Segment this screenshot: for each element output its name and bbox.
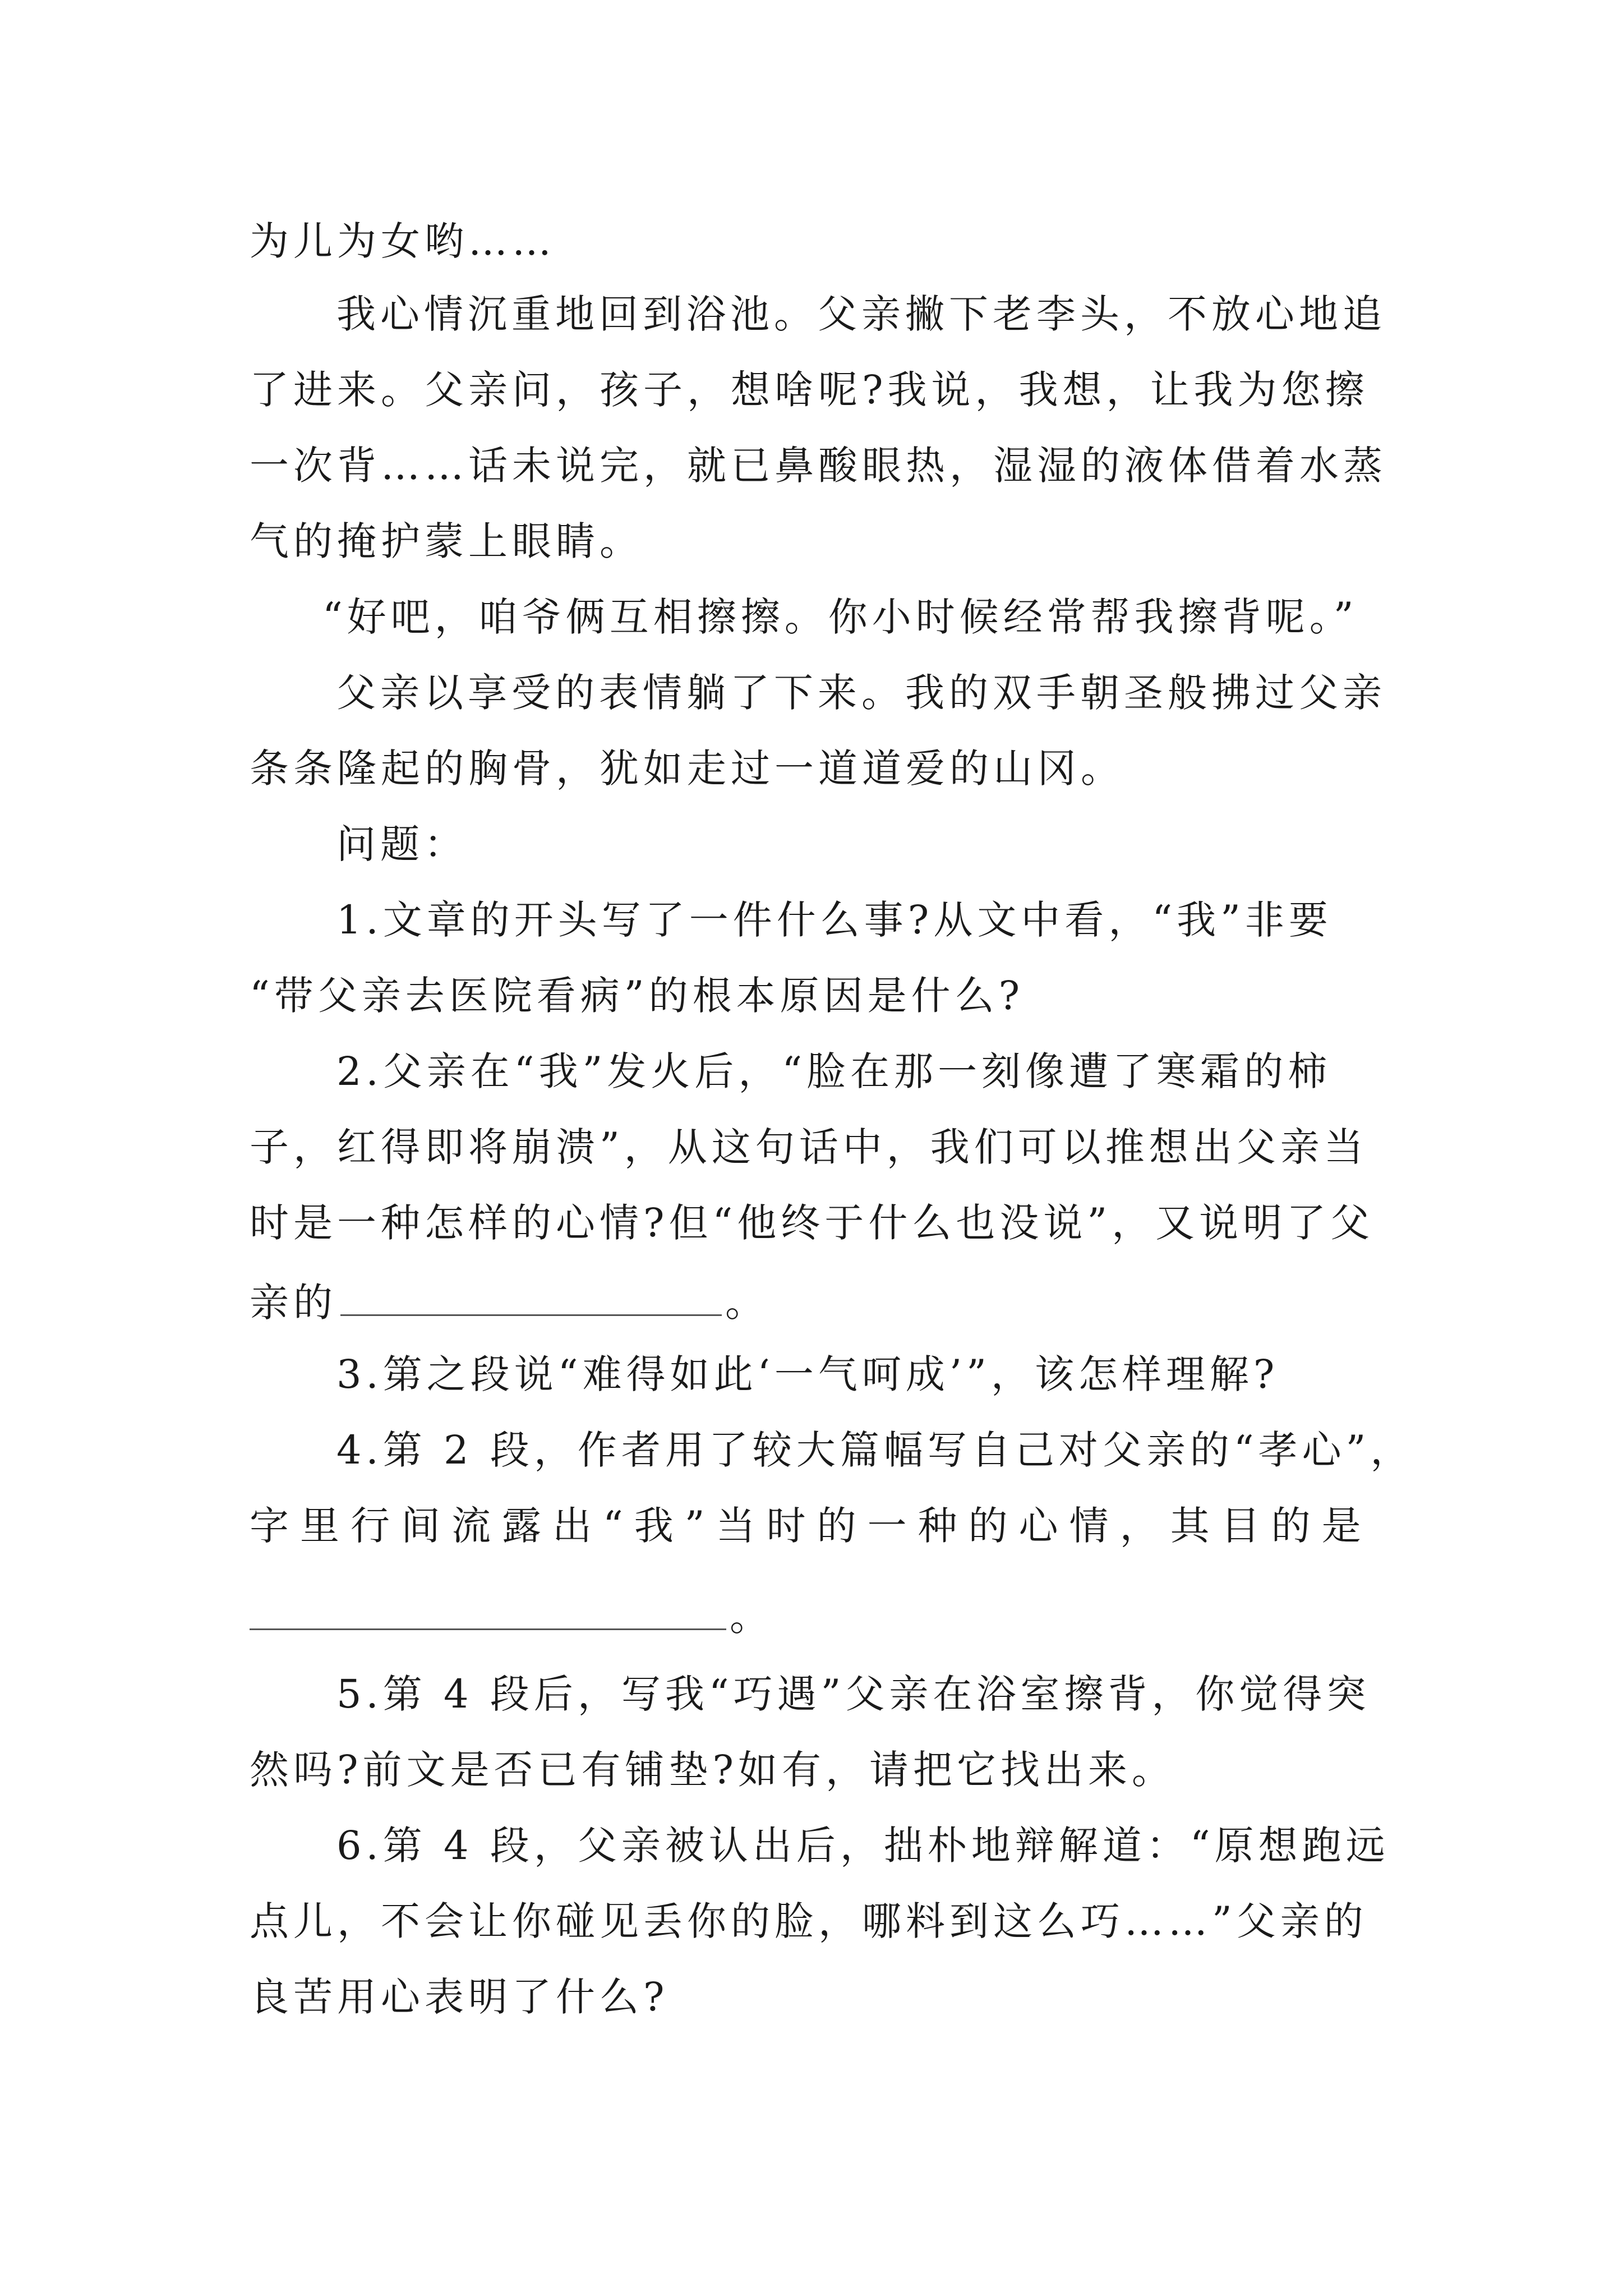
question-line: 良苦用心表明了什么? <box>250 1974 669 2020</box>
question-text: 。 <box>725 1280 769 1326</box>
question-line: 2.父亲在“我”发火后，“脸在那一刻像遭了寒霜的柿 <box>336 1048 1332 1094</box>
question-line: 4.第 2 段，作者用了较大篇幅写自己对父亲的“孝心”， <box>336 1427 1414 1473</box>
answer-blank[interactable] <box>340 1279 722 1316</box>
question-line: 时是一种怎样的心情?但“他终于什么也没说”，又说明了父 <box>250 1200 1375 1246</box>
question-text: 。 <box>730 1594 773 1640</box>
question-line: 子，红得即将崩溃”，从这句话中，我们可以推想出父亲当 <box>250 1124 1368 1170</box>
text-line: 一次背……话未说完，就已鼻酸眼热，湿湿的液体借着水蒸 <box>250 443 1387 489</box>
answer-blank[interactable] <box>250 1593 726 1630</box>
question-line: 点儿，不会让你碰见丢你的脸，哪料到这么巧……”父亲的 <box>250 1898 1368 1944</box>
text-line: 条条隆起的胸骨，犹如走过一道道爱的山冈。 <box>250 746 1124 792</box>
text-line: “好吧，咱爷俩互相擦擦。你小时候经常帮我擦背呢。” <box>322 594 1358 640</box>
question-line: “带父亲去医院看病”的根本原因是什么? <box>250 973 1025 1019</box>
question-line: 5.第 4 段后，写我“巧遇”父亲在浴室擦背，你觉得突 <box>336 1671 1371 1717</box>
question-line: 字里行间流露出“我”当时的一种的心情，其目的是 <box>250 1503 1372 1549</box>
text-line: 父亲以享受的表情躺了下来。我的双手朝圣般拂过父亲 <box>336 670 1386 716</box>
question-line: 3.第之段说“难得如此‘一气呵成’”，该怎样理解? <box>336 1351 1279 1397</box>
text-line: 了进来。父亲问，孩子，想啥呢?我说，我想，让我为您擦 <box>250 367 1369 413</box>
question-line: 然吗?前文是否已有铺垫?如有，请把它找出来。 <box>250 1747 1176 1793</box>
section-heading: 问题： <box>336 821 468 867</box>
question-line: 1.文章的开头写了一件什么事?从文中看，“我”非要 <box>336 897 1332 943</box>
question-line: 6.第 4 段，父亲被认出后，拙朴地辩解道：“原想跑远 <box>336 1823 1390 1869</box>
question-line-with-blank <box>250 1593 1388 1640</box>
question-text: 亲的 <box>250 1280 337 1326</box>
text-line: 为儿为女哟…… <box>250 218 556 264</box>
text-line: 气的掩护蒙上眼睛。 <box>250 518 643 564</box>
question-line-with-blank <box>250 1279 1388 1326</box>
text-line: 我心情沉重地回到浴池。父亲撇下老李头，不放心地追 <box>336 291 1386 337</box>
